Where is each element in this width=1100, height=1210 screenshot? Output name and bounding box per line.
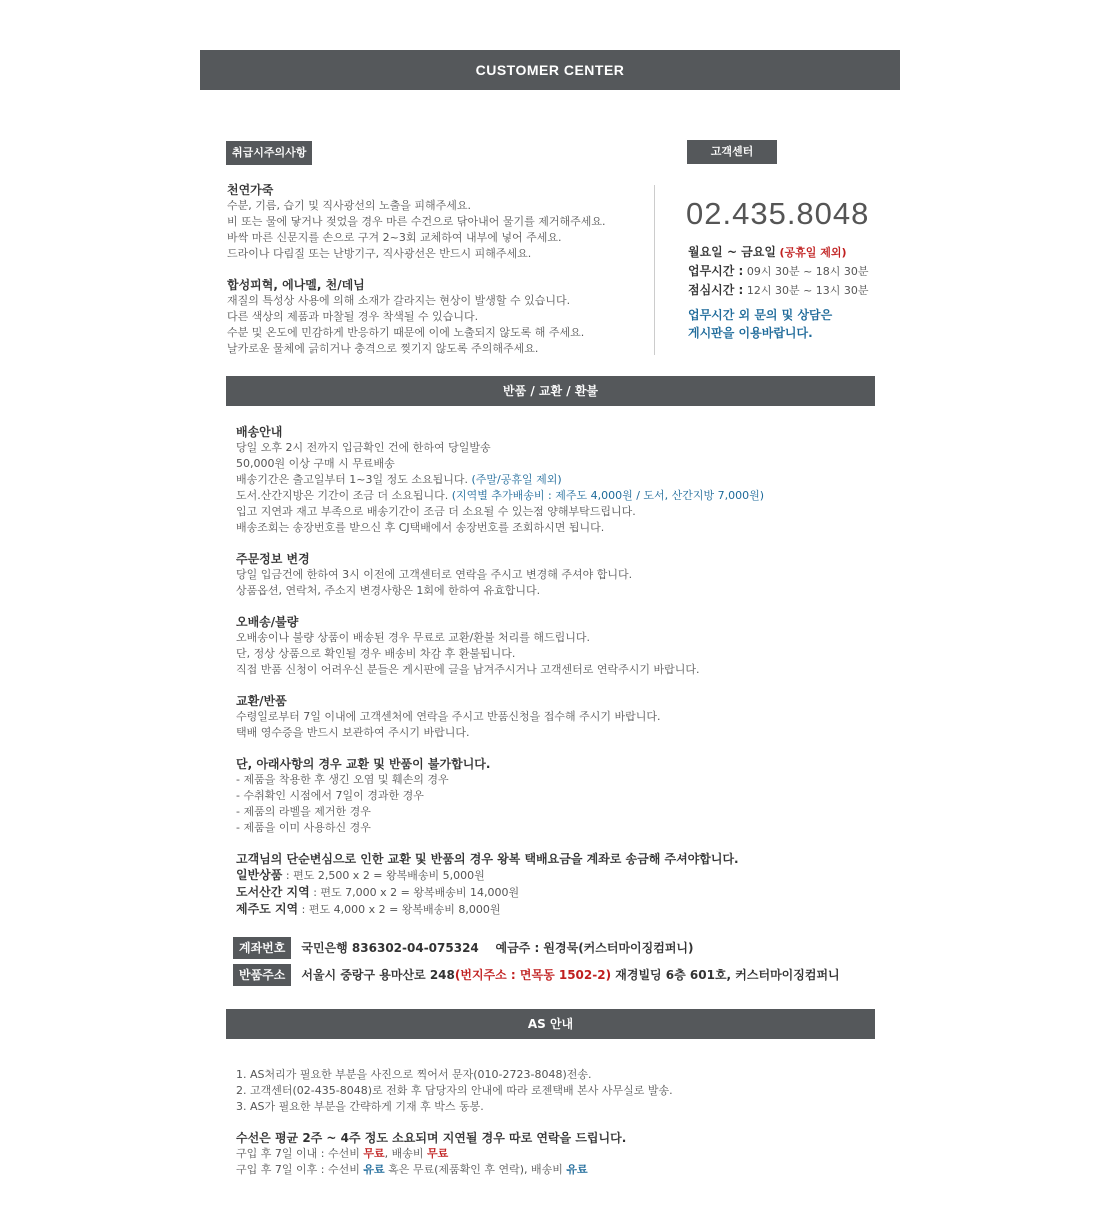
care-line: 재질의 특성상 사용에 의해 소재가 갈라지는 현상이 발생할 수 있습니다. [227, 294, 571, 307]
shipping-line: 입고 지연과 재고 부족으로 배송기간이 조금 더 소요될 수 있는점 양해부탁드립니다. [236, 505, 636, 518]
fee-label: 제주도 지역 [236, 902, 299, 916]
returns-info [236, 424, 876, 918]
shipping-line: 도서.산간지방은 기간이 조금 더 소요됩니다. [236, 489, 449, 502]
no-return-line: - 제품을 착용한 후 생긴 오염 및 훼손의 경우 [236, 773, 449, 786]
care-line: 수분, 기름, 습기 및 직사광선의 노출을 피해주세요. [227, 199, 471, 212]
order-title: 주문정보 변경 [236, 552, 310, 566]
repair-line: , 배송비 [384, 1147, 427, 1160]
no-return-title: 단, 아래사항의 경우 교환 및 반품이 불가합니다. [236, 757, 491, 771]
cs-days-note: (공휴일 제외) [779, 246, 847, 259]
repair-free: 무료 [363, 1147, 385, 1160]
care-line: 비 또는 물에 닿거나 젖었을 경우 마른 수건으로 닦아내어 물기를 제거해주세요. [227, 215, 606, 228]
shipping-note: (주말/공휴일 제외) [471, 473, 562, 486]
fee-label: 일반상품 [236, 868, 283, 882]
fee-text: : 편도 4,000 x 2 = 왕복배송비 8,000원 [298, 903, 501, 916]
address-value: 서울시 중랑구 용마산로 248 [301, 968, 455, 982]
cs-hours [688, 243, 869, 342]
exchange-title: 교환/반품 [236, 694, 287, 708]
shipping-line: 배송기간은 출고일부터 1~3일 정도 소요됩니다. [236, 473, 468, 486]
fee-label: 도서산간 지역 [236, 885, 310, 899]
care-title-synthetic: 합성피혁, 에나멜, 천/데님 [227, 278, 365, 292]
exchange-line: 택배 영수증을 반드시 보관하여 주시기 바랍니다. [236, 726, 470, 739]
as-item: 3. AS가 필요한 부분을 간략하게 기재 후 박스 동봉. [236, 1100, 484, 1113]
care-line: 다른 색상의 제품과 마찰될 경우 착색될 수 있습니다. [227, 310, 479, 323]
care-line: 바싹 마른 신문지를 손으로 구겨 2~3회 교체하여 내부에 넣어 주세요. [227, 231, 562, 244]
cs-lunch-time: 12시 30분 ~ 13시 30분 [746, 284, 869, 297]
divider [654, 185, 655, 355]
cs-notice: 업무시간 외 문의 및 상담은 [688, 308, 833, 322]
cs-tag: 고객센터 [687, 140, 777, 164]
order-line: 상품옵션, 연락처, 주소지 변경사항은 1회에 한하여 유효합니다. [236, 584, 541, 597]
address-lot: (번지주소 : 면목동 1502-2) [454, 968, 612, 982]
care-tag: 취급시주의사항 [226, 141, 312, 165]
no-return-line: - 수취확인 시점에서 7일이 경과한 경우 [236, 789, 424, 802]
shipping-line: 배송조회는 송장번호를 받으신 후 CJ택배에서 송장번호를 조회하시면 됩니다. [236, 521, 605, 534]
address-label: 반품주소 [233, 964, 291, 986]
cs-lunch-label: 점심시간 : [688, 283, 744, 297]
repair-line: 구입 후 7일 이내 : 수선비 [236, 1147, 364, 1160]
cs-days: 월요일 ~ 금요일 [688, 245, 776, 259]
repair-line: 혹은 무료(제품확인 후 연락), 배송비 [384, 1163, 567, 1176]
care-instructions [227, 182, 647, 357]
repair-paid: 유료 [363, 1163, 385, 1176]
as-item: 2. 고객센터(02-435-8048)로 전화 후 담당자의 안내에 따라 로젠택배 본사 사무실로 발송. [236, 1084, 673, 1097]
shipping-line: 50,000원 이상 구매 시 무료배송 [236, 457, 395, 470]
cs-phone: 02.435.8048 [686, 196, 870, 231]
repair-paid: 유료 [566, 1163, 588, 1176]
address-rest: 재경빌딩 6층 601호, 커스터마이징컴퍼니 [611, 968, 840, 982]
fee-text: : 편도 2,500 x 2 = 왕복배송비 5,000원 [282, 869, 485, 882]
as-bar: AS 안내 [226, 1009, 875, 1039]
cs-notice: 게시판을 이용바랍니다. [688, 326, 813, 340]
care-line: 날카로운 물체에 긁히거나 충격으로 찢기지 않도록 주의해주세요. [227, 342, 539, 355]
wrong-title: 오배송/불량 [236, 615, 299, 629]
account-label: 계좌번호 [233, 937, 291, 959]
wrong-line: 단, 정상 상품으로 확인될 경우 배송비 차감 후 환불됩니다. [236, 647, 516, 660]
as-info [236, 1067, 876, 1178]
fee-title: 고객님의 단순변심으로 인한 교환 및 반품의 경우 왕복 택배요금을 계좌로 송금해 주셔야합니다. [236, 852, 739, 866]
shipping-title: 배송안내 [236, 425, 283, 439]
fee-text: : 편도 7,000 x 2 = 왕복배송비 14,000원 [309, 886, 520, 899]
address-row [233, 964, 840, 986]
account-row [233, 937, 694, 959]
as-item: 1. AS처리가 필요한 부분을 사진으로 찍어서 문자(010-2723-8048)전송. [236, 1068, 592, 1081]
shipping-note: (지역별 추가배송비 : 제주도 4,000원 / 도서, 산간지방 7,000원) [451, 489, 765, 502]
wrong-line: 직접 반품 신청이 어려우신 분들은 게시판에 글을 남겨주시거나 고객센터로 연락주시기 바랍니다. [236, 663, 700, 676]
exchange-line: 수령일로부터 7일 이내에 고객센처에 연락을 주시고 반품신청을 접수해 주시기 바랍니다. [236, 710, 661, 723]
care-line: 드라이나 다림질 또는 난방기구, 직사광선은 반드시 피해주세요. [227, 247, 532, 260]
repair-line: 구입 후 7일 이후 : 수선비 [236, 1163, 364, 1176]
no-return-line: - 제품을 이미 사용하신 경우 [236, 821, 371, 834]
account-value: 국민은행 836302-04-075324 예금주 : 원경묵(커스터마이징컴퍼니) [301, 941, 694, 955]
cs-work-label: 업무시간 : [688, 264, 744, 278]
returns-bar: 반품 / 교환 / 환불 [226, 376, 875, 406]
order-line: 당일 입금건에 한하여 3시 이전에 고객센터로 연락을 주시고 변경해 주셔야 합니다. [236, 568, 633, 581]
no-return-line: - 제품의 라벨을 제거한 경우 [236, 805, 371, 818]
cs-work-time: 09시 30분 ~ 18시 30분 [746, 265, 869, 278]
care-line: 수분 및 온도에 민감하게 반응하기 때문에 이에 노출되지 않도록 해 주세요. [227, 326, 585, 339]
customer-center-banner: CUSTOMER CENTER [200, 50, 900, 90]
wrong-line: 오배송이나 불량 상품이 배송된 경우 무료로 교환/환불 처리를 해드립니다. [236, 631, 590, 644]
repair-free: 무료 [426, 1147, 449, 1160]
repair-title: 수선은 평균 2주 ~ 4주 정도 소요되며 지연될 경우 따로 연락을 드립니다. [236, 1131, 627, 1145]
care-title-leather: 천연가죽 [227, 183, 274, 197]
shipping-line: 당일 오후 2시 전까지 입금확인 건에 한하여 당일발송 [236, 441, 491, 454]
